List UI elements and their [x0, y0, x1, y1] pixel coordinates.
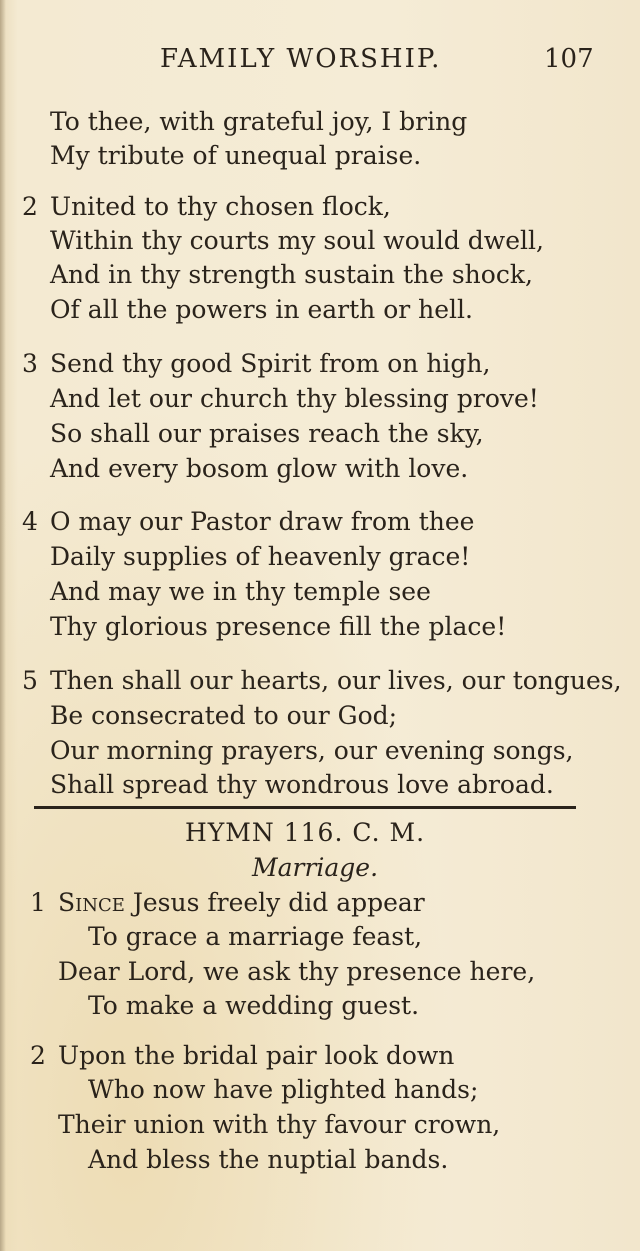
verse-line: And every bosom glow with love. [50, 454, 469, 483]
stanza-number: 1 [30, 888, 46, 917]
verse-line: O may our Pastor draw from thee [50, 507, 475, 536]
hymn-title: HYMN 116. C. M. [185, 818, 426, 847]
verse-line: Be consecrated to our God; [50, 701, 398, 730]
verse-line: Upon the bridal pair look down [58, 1041, 455, 1070]
verse-line: Thy glorious presence fill the place! [50, 612, 507, 641]
stanza-number: 3 [22, 349, 38, 378]
verse-line [58, 888, 425, 918]
verse-line: So shall our praises reach the sky, [50, 419, 484, 448]
stanza-number: 5 [22, 666, 38, 695]
hymn-subtitle: Marriage. [252, 853, 379, 882]
verse-line: And may we in thy temple see [50, 577, 431, 606]
verse-line: Our morning prayers, our evening songs, [50, 736, 574, 765]
verse-line: Who now have plighted hands; [88, 1075, 479, 1104]
verse-line: To grace a marriage feast, [88, 922, 423, 951]
verse-line: My tribute of unequal praise. [50, 141, 422, 170]
stanza-number: 4 [22, 507, 38, 536]
page-spine-shadow [0, 0, 6, 1251]
verse-line: To make a wedding guest. [88, 991, 420, 1020]
running-header [0, 44, 640, 84]
verse-line: Their union with thy favour crown, [58, 1110, 501, 1139]
section-divider [34, 806, 576, 809]
page-number: 107 [544, 44, 594, 74]
stanza-number: 2 [30, 1041, 46, 1070]
verse-line: Send thy good Spirit from on high, [50, 349, 491, 378]
verse-line: Then shall our hearts, our lives, our tongues, [50, 666, 622, 695]
stanza-number: 2 [22, 192, 38, 221]
verse-line: And let our church thy blessing prove! [50, 384, 539, 413]
verse-line: To thee, with grateful joy, I bring [50, 107, 468, 136]
verse-line: Daily supplies of heavenly grace! [50, 542, 471, 571]
verse-line: Shall spread thy wondrous love abroad. [50, 770, 554, 799]
verse-line: United to thy chosen flock, [50, 192, 391, 221]
verse-line-rest: Jesus freely did appear [132, 888, 425, 917]
verse-line: And in thy strength sustain the shock, [50, 260, 533, 289]
verse-line: Of all the powers in earth or hell. [50, 295, 473, 324]
running-title: FAMILY WORSHIP. [160, 44, 442, 74]
small-caps-first-word: Since [58, 888, 125, 917]
verse-line: Dear Lord, we ask thy presence here, [58, 957, 536, 986]
verse-line: Within thy courts my soul would dwell, [50, 226, 544, 255]
verse-line: And bless the nuptial bands. [88, 1145, 449, 1174]
